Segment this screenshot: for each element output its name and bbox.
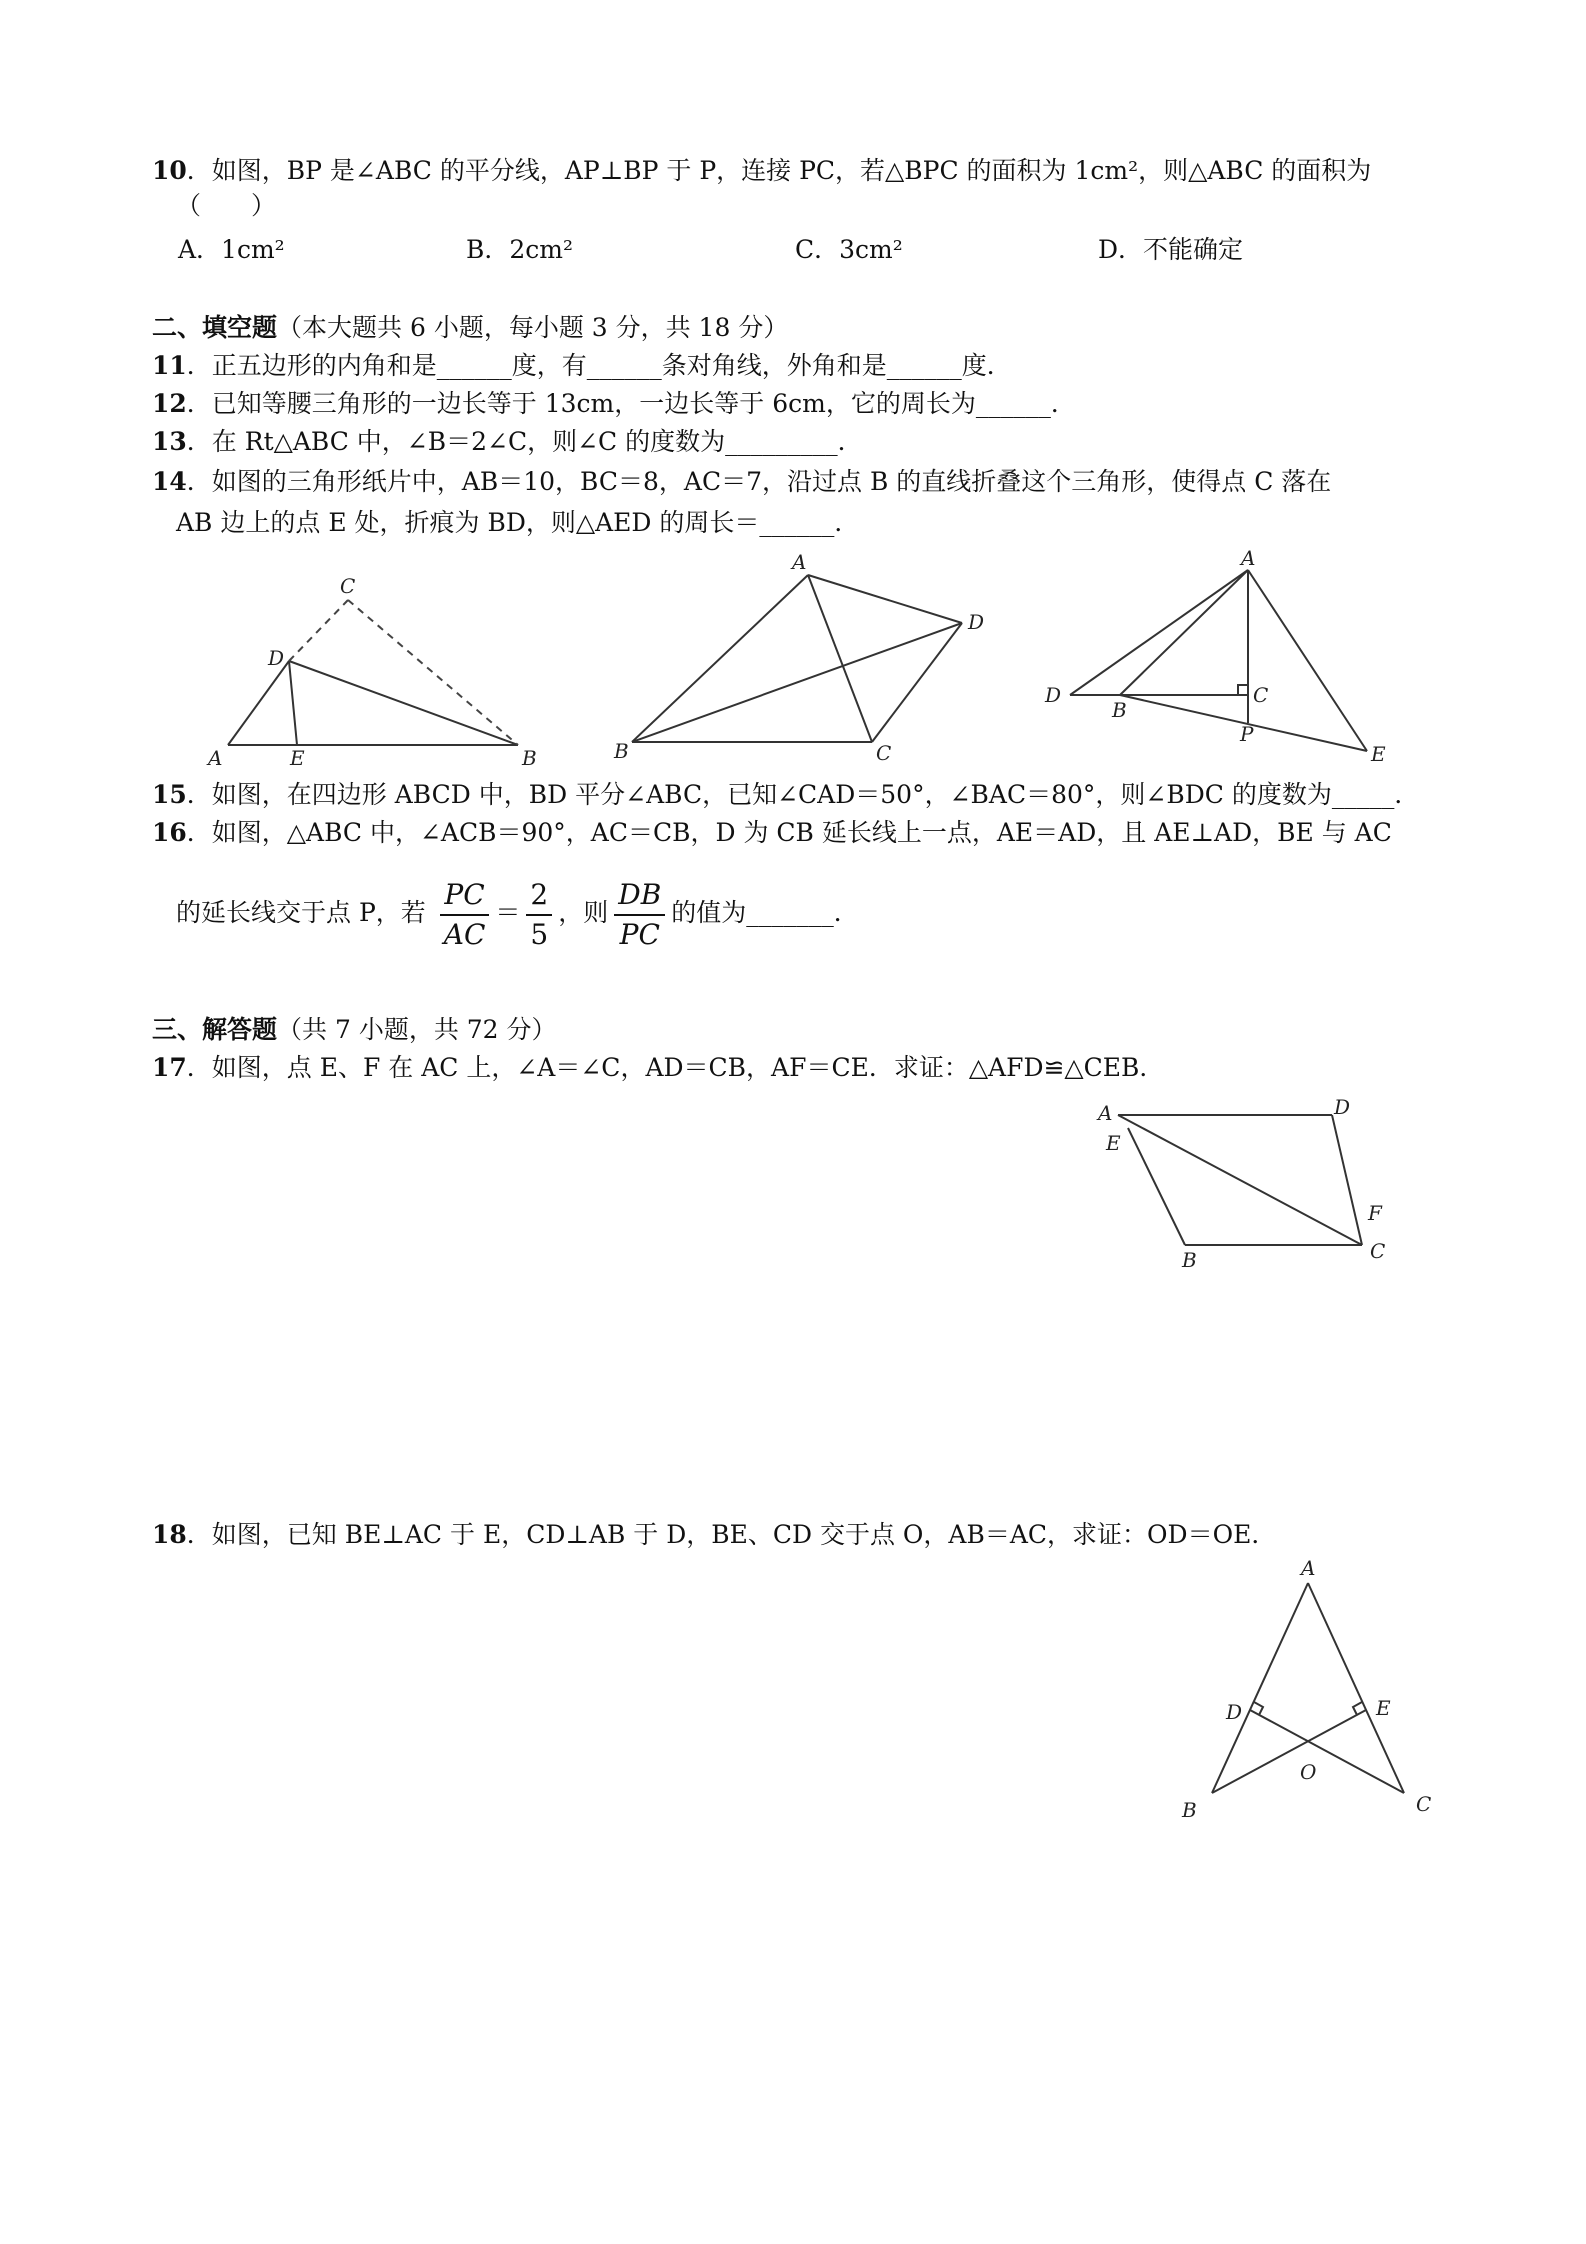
fig16-segment-da xyxy=(1070,570,1248,695)
fig14-segment-ad xyxy=(228,661,289,745)
figure-q17 xyxy=(1090,1090,1450,1270)
q14-line-2: AB 边上的点 E 处，折痕为 BD，则△AED 的周长＝______． xyxy=(176,508,860,537)
fig14-label-b: B xyxy=(522,746,537,770)
fig16-label-c: C xyxy=(1253,683,1269,707)
section-3-title: 三、解答题 xyxy=(152,1015,278,1044)
fig16-label-a: A xyxy=(1241,546,1256,570)
q18 xyxy=(152,1517,1276,1553)
fig16-segment-ba xyxy=(1120,570,1248,695)
q12-number: 12 xyxy=(152,389,187,418)
figure-q14 xyxy=(200,575,540,770)
section-3-note: （共 7 小题，共 72 分） xyxy=(277,1015,557,1044)
fig14-segment-dc xyxy=(289,600,348,661)
fig16-label-b: B xyxy=(1112,698,1127,722)
q16-line-2 xyxy=(176,868,859,958)
fig14-segment-de xyxy=(289,661,297,745)
q10-text: ．如图，BP 是∠ABC 的平分线，AP⊥BP 于 P，连接 PC，若△BPC 的面积为 1cm²，则△ABC 的面积为 xyxy=(186,156,1372,185)
fig15-segment-dc xyxy=(872,623,962,742)
section-2-heading xyxy=(152,310,788,346)
fig17-label-a: A xyxy=(1098,1101,1113,1125)
figure-q18 xyxy=(1170,1555,1450,1835)
section-3-heading xyxy=(152,1012,557,1048)
q16-number: 16 xyxy=(152,818,187,847)
fig17-label-e: E xyxy=(1106,1131,1121,1155)
q11 xyxy=(152,348,1012,384)
q10-paren: （ ） xyxy=(176,191,277,220)
fig18-segment-ab xyxy=(1212,1583,1308,1793)
q10-option-d: D．不能确定 xyxy=(1098,235,1244,264)
fig18-label-b: B xyxy=(1182,1798,1197,1822)
fig16-segment-ae xyxy=(1248,570,1367,751)
q13-text: ．在 Rt△ABC 中，∠B＝2∠C，则∠C 的度数为_________． xyxy=(186,427,863,456)
q16-text-part-2: ，则 xyxy=(558,898,609,927)
fig17-label-c: C xyxy=(1370,1239,1386,1263)
q16-text-part-1: 的延长线交于点 P，若 xyxy=(176,898,426,927)
fig15-segment-ba xyxy=(632,575,808,742)
fig14-label-c: C xyxy=(340,574,356,598)
q15-number: 15 xyxy=(152,780,187,809)
fig17-label-b: B xyxy=(1182,1248,1197,1272)
q10-option-a: A．1cm² xyxy=(178,235,285,264)
q10-option-b: B．2cm² xyxy=(466,235,574,264)
q14-number: 14 xyxy=(152,467,187,496)
fig14-label-a: A xyxy=(208,746,223,770)
q12-text: ．已知等腰三角形的一边长等于 13cm，一边长等于 6cm，它的周长为______． xyxy=(186,389,1076,418)
fig18-label-o: O xyxy=(1300,1760,1317,1784)
fig16-label-e: E xyxy=(1371,742,1386,766)
figure-q16 xyxy=(1035,545,1405,770)
q16-frac3-numerator: DB xyxy=(614,876,665,916)
q15 xyxy=(152,777,1419,813)
q16-fraction-db-pc xyxy=(614,876,665,954)
q10-stem xyxy=(152,153,1371,189)
q16-frac1-denominator: AC xyxy=(443,917,486,951)
q16-frac2-numerator: 2 xyxy=(526,876,552,916)
q16-frac2-denominator: 5 xyxy=(530,917,549,951)
fig17-segment-ac xyxy=(1118,1115,1362,1245)
figure-q15 xyxy=(610,545,1010,765)
fig16-label-p: P xyxy=(1240,722,1254,746)
q11-text: ．正五边形的内角和是______度，有______条对角线，外角和是______度． xyxy=(186,351,1012,380)
q18-number: 18 xyxy=(152,1520,187,1549)
q10-option-c: C．3cm² xyxy=(795,235,903,264)
q17 xyxy=(152,1050,1164,1086)
fig18-segment-ac xyxy=(1308,1583,1404,1793)
q12 xyxy=(152,386,1076,422)
fig15-segment-ad xyxy=(808,575,962,623)
fig15-label-b: B xyxy=(614,739,629,763)
q16-equals: ＝ xyxy=(495,898,521,927)
fig15-segment-bd xyxy=(632,623,962,742)
q13-number: 13 xyxy=(152,427,187,456)
section-2-note: （本大题共 6 小题，每小题 3 分，共 18 分） xyxy=(277,313,789,342)
q18-text: ．如图，已知 BE⊥AC 于 E，CD⊥AB 于 D，BE、CD 交于点 O，AB＝AC，求证：OD＝OE． xyxy=(186,1520,1277,1549)
fig14-label-e: E xyxy=(290,746,305,770)
q16-frac3-denominator: PC xyxy=(619,917,660,951)
q16-text: ．如图，△ABC 中，∠ACB＝90°，AC＝CB，D 为 CB 延长线上一点，AE＝AD，且 AE⊥AD，BE 与 AC xyxy=(186,818,1392,847)
fig15-label-c: C xyxy=(876,741,892,765)
fig18-label-a: A xyxy=(1301,1556,1316,1580)
fig18-label-c: C xyxy=(1416,1792,1432,1816)
q17-text: ．如图，点 E、F 在 AC 上，∠A＝∠C，AD＝CB，AF＝CE．求证：△AFD≌△CEB． xyxy=(186,1053,1165,1082)
fig18-label-d: D xyxy=(1226,1700,1243,1724)
q14-text: ．如图的三角形纸片中，AB＝10，BC＝8，AC＝7，沿过点 B 的直线折叠这个三角形，使得点 C 落在 xyxy=(186,467,1332,496)
q16-fraction-pc-ac xyxy=(440,876,490,954)
q13 xyxy=(152,424,863,460)
fig16-label-d: D xyxy=(1045,683,1062,707)
q14-line-1 xyxy=(152,464,1331,500)
q15-text: ．如图，在四边形 ABCD 中，BD 平分∠ABC，已知∠CAD＝50°，∠BAC＝80°，则∠BDC 的度数为_____． xyxy=(186,780,1420,809)
fig14-segment-db xyxy=(289,661,518,745)
fig18-label-e: E xyxy=(1376,1696,1391,1720)
fig18-segment-cd xyxy=(1250,1710,1404,1793)
section-2-title: 二、填空题 xyxy=(152,313,278,342)
q16-line-1 xyxy=(152,815,1392,851)
fig17-segment-dc xyxy=(1332,1115,1362,1245)
fig14-label-d: D xyxy=(268,646,285,670)
q10-number: 10 xyxy=(152,156,187,185)
q11-number: 11 xyxy=(152,351,187,380)
fig15-label-d: D xyxy=(968,610,985,634)
q16-text-part-3: 的值为_______． xyxy=(671,898,859,927)
fig16-right-angle-mark xyxy=(1238,685,1248,695)
fig15-label-a: A xyxy=(792,550,807,574)
fig17-label-d: D xyxy=(1334,1095,1351,1119)
fig17-label-f: F xyxy=(1368,1201,1382,1225)
q16-frac1-numerator: PC xyxy=(440,876,490,916)
fig14-segment-cb xyxy=(348,600,518,745)
q16-fraction-2-5 xyxy=(526,876,552,954)
q17-number: 17 xyxy=(152,1053,187,1082)
